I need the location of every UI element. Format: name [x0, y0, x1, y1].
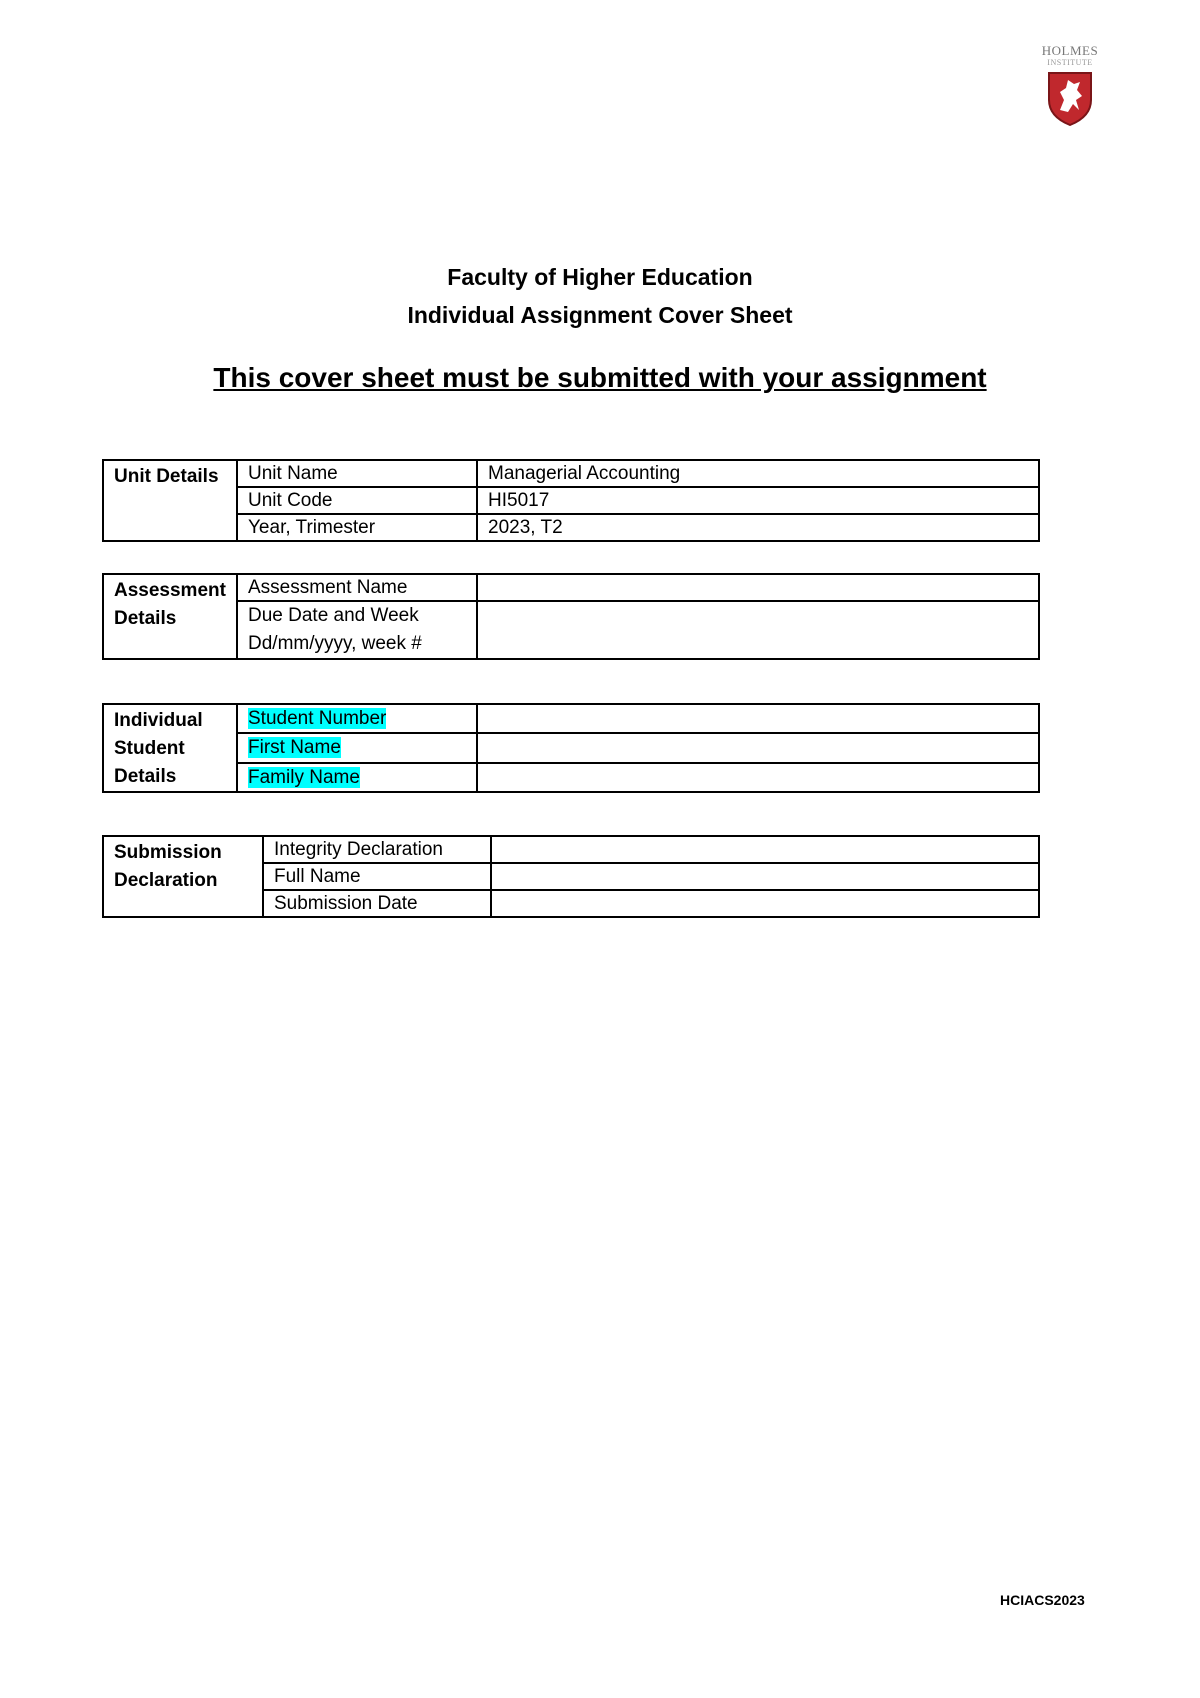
family-name-cell: [237, 763, 477, 792]
unit-code-value[interactable]: HI5017: [477, 487, 1039, 514]
unit-code-label: Unit Code: [237, 487, 477, 514]
submission-declaration-label: Submission Declaration: [103, 836, 263, 917]
cover-sheet-title: Individual Assignment Cover Sheet: [407, 302, 793, 328]
first-name-label: First Name: [248, 737, 341, 759]
assessment-details-table: [102, 573, 1040, 660]
integrity-declaration-label: Integrity Declaration: [263, 836, 491, 863]
logo-wordmark: HOLMES: [1041, 43, 1099, 58]
due-date-cell: [237, 601, 477, 659]
submission-date-value[interactable]: [491, 890, 1039, 917]
assessment-details-label: Assessment Details: [103, 574, 237, 659]
student-number-label: Student Number: [248, 708, 387, 730]
due-date-value[interactable]: [477, 601, 1039, 659]
assessment-name-label: Assessment Name: [237, 574, 477, 601]
lion-crest-icon: [1046, 70, 1094, 126]
unit-name-label: Unit Name: [237, 460, 477, 487]
due-date-format: Dd/mm/yyyy, week #: [248, 633, 422, 654]
submission-notice: This cover sheet must be submitted with your assignment: [213, 362, 987, 393]
year-trimester-label: Year, Trimester: [237, 514, 477, 541]
year-trimester-value[interactable]: 2023, T2: [477, 514, 1039, 541]
submission-declaration-table: [102, 835, 1040, 918]
unit-details-table: [102, 459, 1040, 542]
faculty-heading: Faculty of Higher Education: [447, 264, 753, 290]
student-number-cell: [237, 704, 477, 733]
family-name-value[interactable]: [477, 763, 1039, 792]
full-name-value[interactable]: [491, 863, 1039, 890]
document-code: HCIACS2023: [1000, 1592, 1085, 1608]
institute-logo: [1040, 44, 1100, 130]
full-name-label: Full Name: [263, 863, 491, 890]
first-name-value[interactable]: [477, 733, 1039, 762]
family-name-label: Family Name: [248, 766, 360, 788]
student-number-value[interactable]: [477, 704, 1039, 733]
submission-date-label: Submission Date: [263, 890, 491, 917]
assessment-name-value[interactable]: [477, 574, 1039, 601]
student-details-label: Individual Student Details: [103, 704, 237, 792]
unit-details-label: Unit Details: [103, 460, 237, 541]
logo-subtitle: INSTITUTE: [1047, 58, 1093, 67]
due-date-label: Due Date and Week: [248, 605, 419, 626]
unit-name-value[interactable]: Managerial Accounting: [477, 460, 1039, 487]
student-details-table: [102, 703, 1040, 793]
integrity-declaration-value[interactable]: [491, 836, 1039, 863]
first-name-cell: [237, 733, 477, 762]
